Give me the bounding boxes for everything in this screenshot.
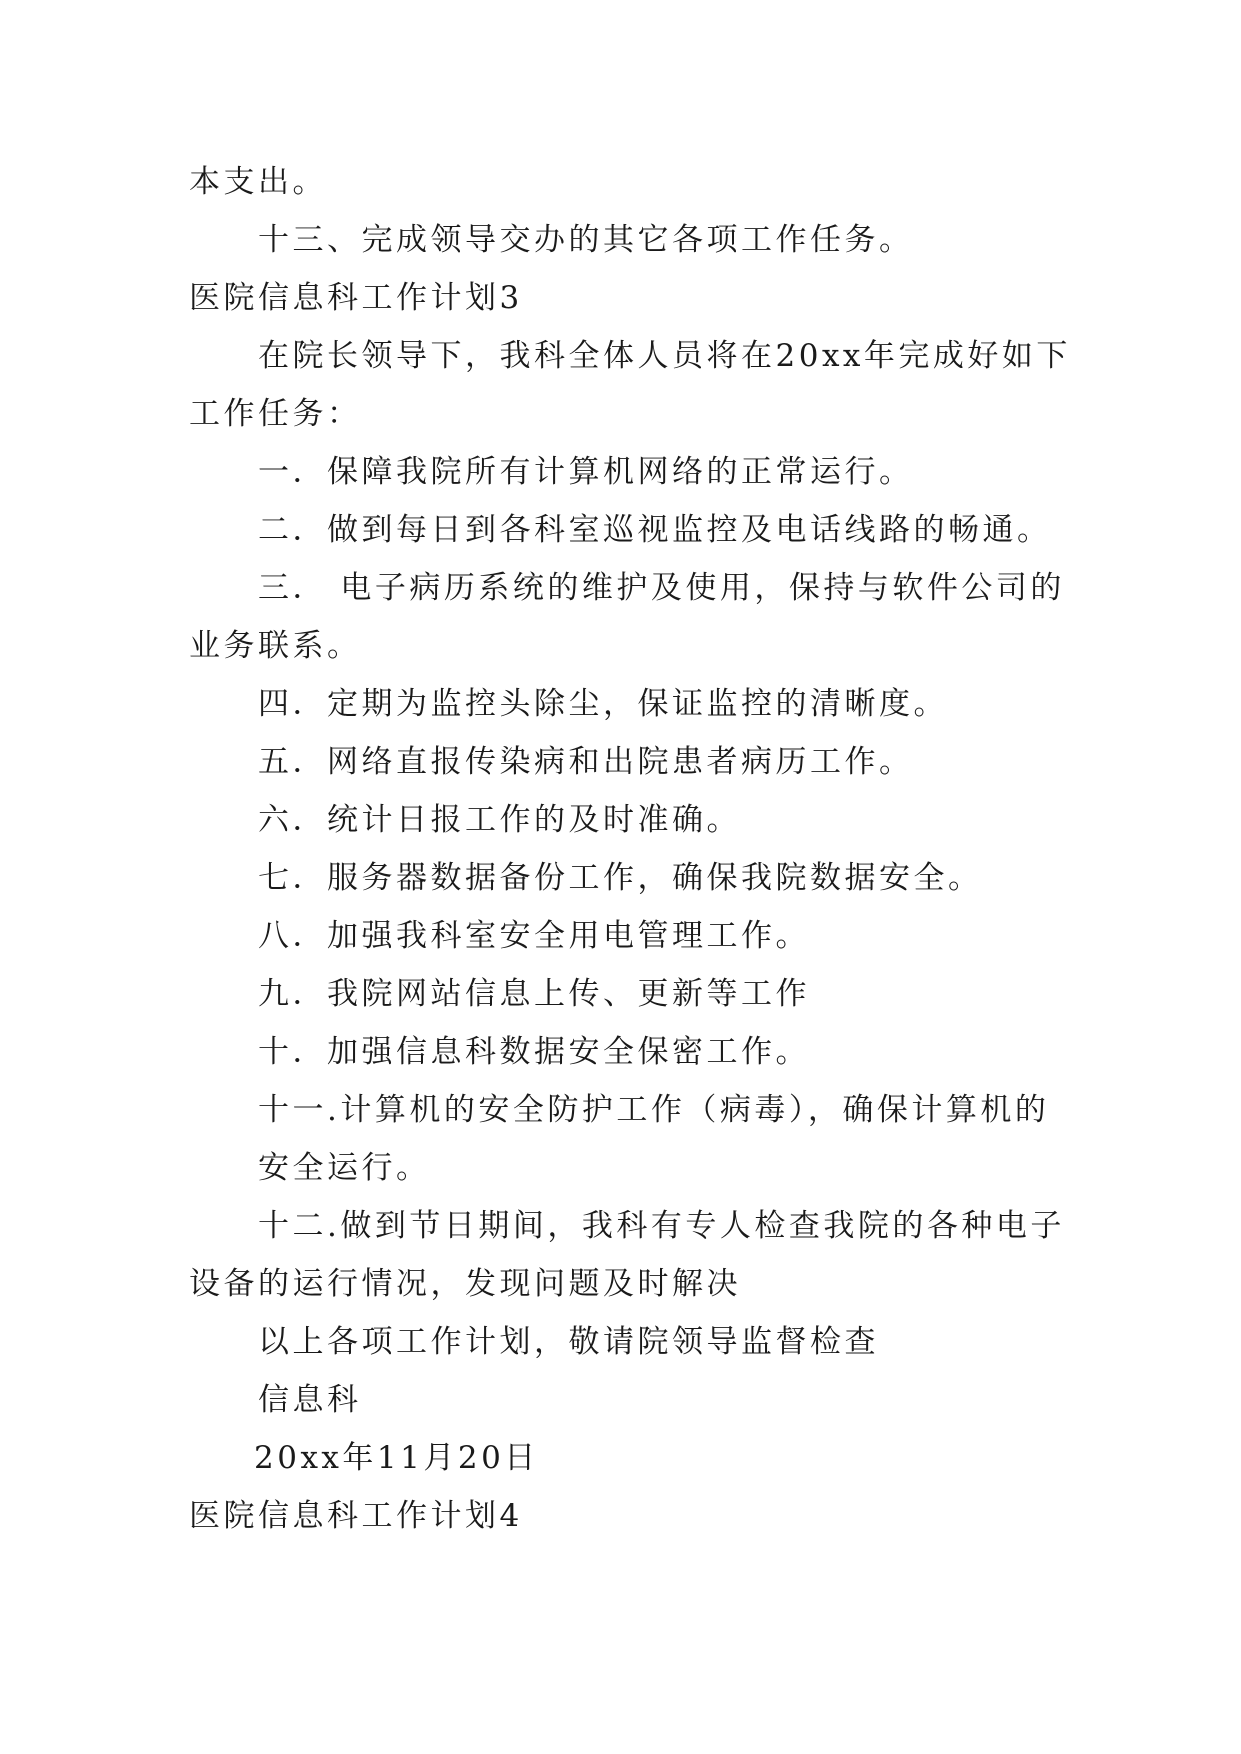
list-item: 九．我院网站信息上传、更新等工作 (258, 976, 810, 1012)
list-item: 二．做到每日到各科室巡视监控及电话线路的畅通。 (258, 512, 1052, 548)
text-line: 设备的运行情况，发现问题及时解决 (189, 1266, 741, 1302)
text-line: 业务联系。 (189, 628, 362, 664)
list-item: 十．加强信息科数据安全保密工作。 (258, 1034, 810, 1070)
section-heading: 医院信息科工作计划4 (189, 1498, 523, 1534)
section-heading: 医院信息科工作计划3 (189, 280, 523, 316)
list-item: 十二.做到节日期间，我科有专人检查我院的各种电子 (258, 1208, 1065, 1244)
list-item: 五．网络直报传染病和出院患者病历工作。 (258, 744, 914, 780)
list-item: 四．定期为监控头除尘，保证监控的清晰度。 (258, 686, 948, 722)
list-item: 一．保障我院所有计算机网络的正常运行。 (258, 454, 914, 490)
list-item: 三． 电子病历系统的维护及使用，保持与软件公司的 (258, 570, 1065, 606)
text-line: 在院长领导下，我科全体人员将在20xx年完成好如下 (258, 338, 1071, 374)
text-line: 安全运行。 (258, 1150, 431, 1186)
list-item: 十一.计算机的安全防护工作（病毒），确保计算机的 (258, 1092, 1050, 1128)
signature-department: 信息科 (258, 1382, 362, 1418)
signature-date: 20xx年11月20日 (254, 1440, 539, 1476)
list-item: 七．服务器数据备份工作，确保我院数据安全。 (258, 860, 983, 896)
text-line: 本支出。 (189, 164, 327, 200)
list-item: 八．加强我科室安全用电管理工作。 (258, 918, 810, 954)
text-line: 十三、完成领导交办的其它各项工作任务。 (258, 222, 914, 258)
closing-line: 以上各项工作计划，敬请院领导监督检查 (258, 1324, 879, 1360)
text-line: 工作任务： (189, 396, 362, 432)
list-item: 六．统计日报工作的及时准确。 (258, 802, 741, 838)
